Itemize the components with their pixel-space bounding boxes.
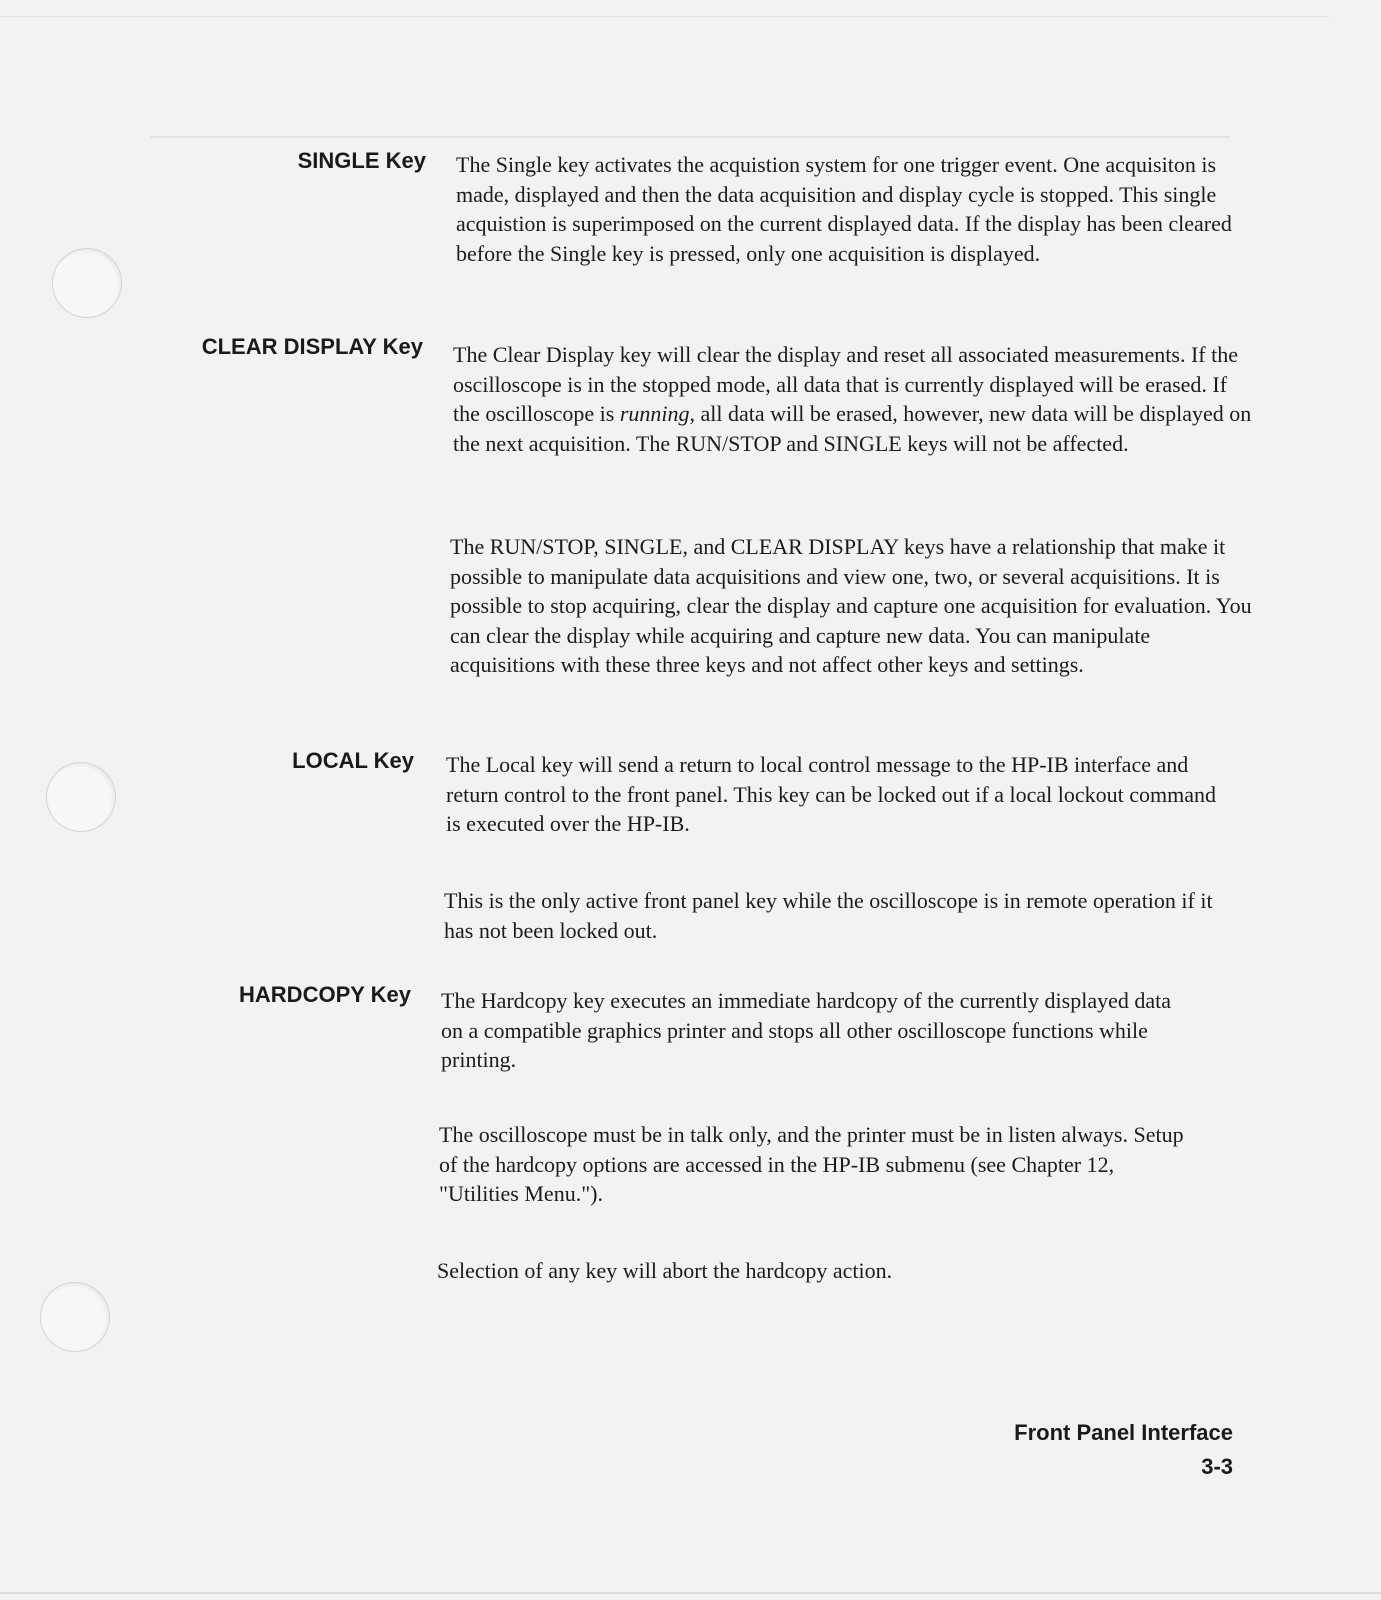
emphasis-running: running — [619, 401, 690, 426]
header-rule — [150, 136, 1230, 138]
footer-chapter-title: Front Panel Interface — [1014, 1420, 1233, 1445]
paragraph-local-remote: This is the only active front panel key while the oscilloscope is in remote operation if it has not been locked out. — [444, 888, 1213, 943]
paragraph-local-key: The Local key will send a return to local control message to the HP-IB interface and return control to the front panel. This key can be locked out if a local lockout command is executed over the HP-IB. — [446, 752, 1216, 836]
paragraph-clear-display-key: The Clear Display key will clear the display and reset all associated measurements. If the oscilloscope is in the stopped mode, all data that is currently displayed will be erased. If the oscilloscope is running, all data will be erased, however, new data will be displayed on the next acquisition. The RUN/STOP and SINGLE keys will not be affected. — [453, 342, 1252, 456]
paragraph-hardcopy-setup: The oscilloscope must be in talk only, and the printer must be in listen always. Setup of the hardcopy options are accessed in the HP-IB submenu (see Chapter 12, "Utilities Menu."). — [439, 1122, 1184, 1206]
paragraph-single-key: The Single key activates the acquistion system for one trigger event. One acquisiton is made, displayed and then the data acquisition and display cycle is stopped. This single acquistion is superimposed on the current displayed data. If the display has been cleared before the Single key is pressed, only one acquisition is displayed. — [456, 152, 1232, 266]
paragraph-hardcopy-key: The Hardcopy key executes an immediate hardcopy of the currently displayed data on a compatible graphics printer and stops all other oscilloscope functions while printing. — [441, 988, 1171, 1072]
paragraph-key-relationship: The RUN/STOP, SINGLE, and CLEAR DISPLAY keys have a relationship that make it possible to manipulate data acquisitions and view one, two, or several acquisitions. It is possible to stop acquiring, clear the display and capture one acquisition for evaluation. You can clear the display while acquiring and capture new data. You can manipulate acquisitions with these three keys and not affect other keys and settings. — [450, 534, 1252, 677]
binder-hole — [52, 248, 122, 318]
page-bottom-edge — [0, 1592, 1381, 1594]
paragraph-hardcopy-abort: Selection of any key will abort the hardcopy action. — [437, 1258, 893, 1283]
section-label-local-key: LOCAL Key — [292, 748, 414, 773]
footer-page-number: 3-3 — [1201, 1454, 1233, 1479]
binder-hole — [40, 1282, 110, 1352]
section-label-hardcopy-key: HARDCOPY Key — [239, 982, 411, 1007]
section-label-clear-display-key: CLEAR DISPLAY Key — [201, 334, 423, 359]
page-top-edge — [0, 16, 1330, 17]
section-label-single-key: SINGLE Key — [297, 148, 426, 173]
binder-hole — [46, 762, 116, 832]
